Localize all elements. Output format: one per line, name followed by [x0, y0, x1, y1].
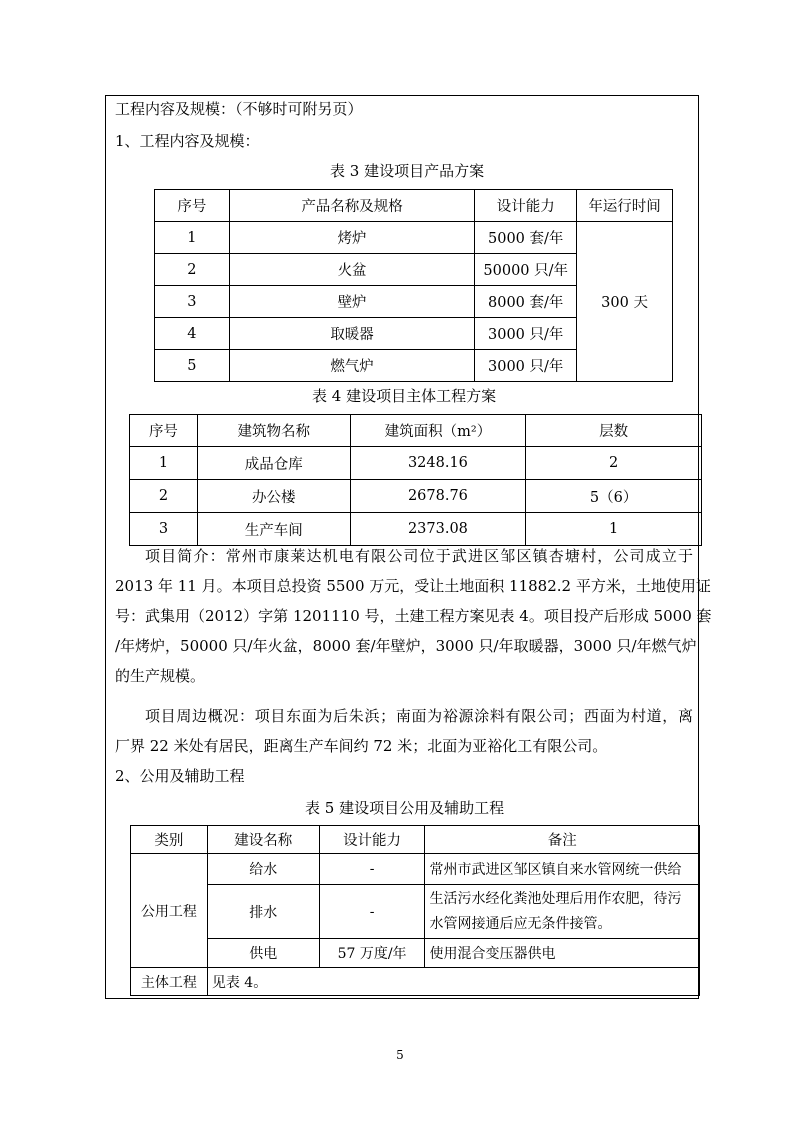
- cell-cap: 57 万度/年: [319, 939, 425, 968]
- cell-name: 烤炉: [229, 222, 474, 254]
- cell-name: 火盆: [229, 254, 474, 286]
- table4: [129, 414, 702, 546]
- table4-header-no: 序号: [130, 415, 198, 447]
- surroundings-paragraph: [115, 701, 693, 761]
- cell-no: 2: [155, 254, 230, 286]
- cell-cap: 50000 只/年: [475, 254, 577, 286]
- cell-cap: -: [319, 885, 425, 939]
- cell-runtime: 300 天: [577, 222, 673, 382]
- table-row: [155, 222, 673, 254]
- cell-floors: 5（6）: [526, 480, 702, 513]
- table3-header-name: 产品名称及规格: [229, 190, 474, 222]
- intro-line: 2013 年 11 月。本项目总投资 5500 万元，受让土地面积 11882.2 平方米，土地使用证: [115, 577, 711, 595]
- table-row: [130, 447, 702, 480]
- cell-area: 2678.76: [350, 480, 526, 513]
- intro-paragraph: [115, 541, 712, 691]
- table4-header-name: 建筑物名称: [197, 415, 350, 447]
- table4-header-floors: 层数: [526, 415, 702, 447]
- table4-header-area: 建筑面积（m²）: [350, 415, 526, 447]
- section-1-title: 1、工程内容及规模：: [115, 132, 260, 150]
- table5-header-category: 类别: [131, 826, 208, 854]
- cell-name: 取暖器: [229, 318, 474, 350]
- cell-no: 4: [155, 318, 230, 350]
- table5-header-name: 建设名称: [207, 826, 319, 854]
- cell-no: 2: [130, 480, 198, 513]
- table5-header-note: 备注: [425, 826, 700, 854]
- cell-area: 3248.16: [350, 447, 526, 480]
- cell-note: 常州市武进区邹区镇自来水管网统一供给: [425, 854, 700, 885]
- table-row: [131, 854, 700, 885]
- cell-no: 5: [155, 350, 230, 382]
- surroundings-line: 项目周边概况：项目东面为后朱浜；南面为裕源涂料有限公司；西面为村道，离: [145, 707, 693, 725]
- cell-main-value: 见表 4。: [207, 968, 699, 996]
- cell-name: 燃气炉: [229, 350, 474, 382]
- table5-header-cap: 设计能力: [319, 826, 425, 854]
- cell-name: 排水: [207, 885, 319, 939]
- cell-no: 3: [130, 513, 198, 546]
- cell-no: 1: [130, 447, 198, 480]
- table3-header-cap: 设计能力: [475, 190, 577, 222]
- intro-line: 项目简介：常州市康莱达机电有限公司位于武进区邹区镇杏塘村，公司成立于: [145, 547, 693, 565]
- cell-cap: 5000 套/年: [475, 222, 577, 254]
- table3-header-no: 序号: [155, 190, 230, 222]
- page-number: 5: [396, 1048, 404, 1062]
- table5-caption: 表 5 建设项目公用及辅助工程: [305, 799, 505, 817]
- cell-name: 办公楼: [197, 480, 350, 513]
- table-row: [130, 480, 702, 513]
- cell-floors: 2: [526, 447, 702, 480]
- table-row: [131, 939, 700, 968]
- cell-cap: -: [319, 854, 425, 885]
- table-row: [131, 968, 700, 996]
- cell-floors: 1: [526, 513, 702, 546]
- table4-caption: 表 4 建设项目主体工程方案: [312, 387, 497, 405]
- table3: [154, 189, 673, 382]
- cell-no: 1: [155, 222, 230, 254]
- cell-name: 生产车间: [197, 513, 350, 546]
- cell-name: 壁炉: [229, 286, 474, 318]
- table5: [130, 825, 700, 996]
- cell-name: 给水: [207, 854, 319, 885]
- scope-heading: 工程内容及规模：（不够时可附另页）: [115, 100, 363, 118]
- cell-no: 3: [155, 286, 230, 318]
- note-line: 水管网接通后应无条件接管。: [429, 915, 612, 932]
- cell-cap: 3000 只/年: [475, 350, 577, 382]
- cell-cap: 3000 只/年: [475, 318, 577, 350]
- cell-name: 成品仓库: [197, 447, 350, 480]
- cell-category: 主体工程: [131, 968, 208, 996]
- intro-line: 的生产规模。: [115, 667, 206, 685]
- cell-note: 使用混合变压器供电: [425, 939, 700, 968]
- note-line: 生活污水经化粪池处理后用作农肥，待污: [429, 890, 682, 907]
- cell-name: 供电: [207, 939, 319, 968]
- surroundings-line: 厂界 22 米处有居民，距离生产车间约 72 米；北面为亚裕化工有限公司。: [115, 737, 608, 755]
- cell-cap: 8000 套/年: [475, 286, 577, 318]
- cell-note: [425, 885, 700, 939]
- cell-area: 2373.08: [350, 513, 526, 546]
- cell-category: 公用工程: [131, 854, 208, 968]
- table3-caption: 表 3 建设项目产品方案: [330, 162, 485, 180]
- intro-line: 号：武集用（2012）字第 1201110 号，土建工程方案见表 4。项目投产后形成 5000 套: [115, 607, 712, 625]
- table3-header-time: 年运行时间: [577, 190, 673, 222]
- table-row: [131, 885, 700, 939]
- section-2-title: 2、公用及辅助工程: [115, 767, 245, 785]
- intro-line: /年烤炉，50000 只/年火盆，8000 套/年壁炉，3000 只/年取暖器，3000 只/年燃气炉: [115, 637, 697, 655]
